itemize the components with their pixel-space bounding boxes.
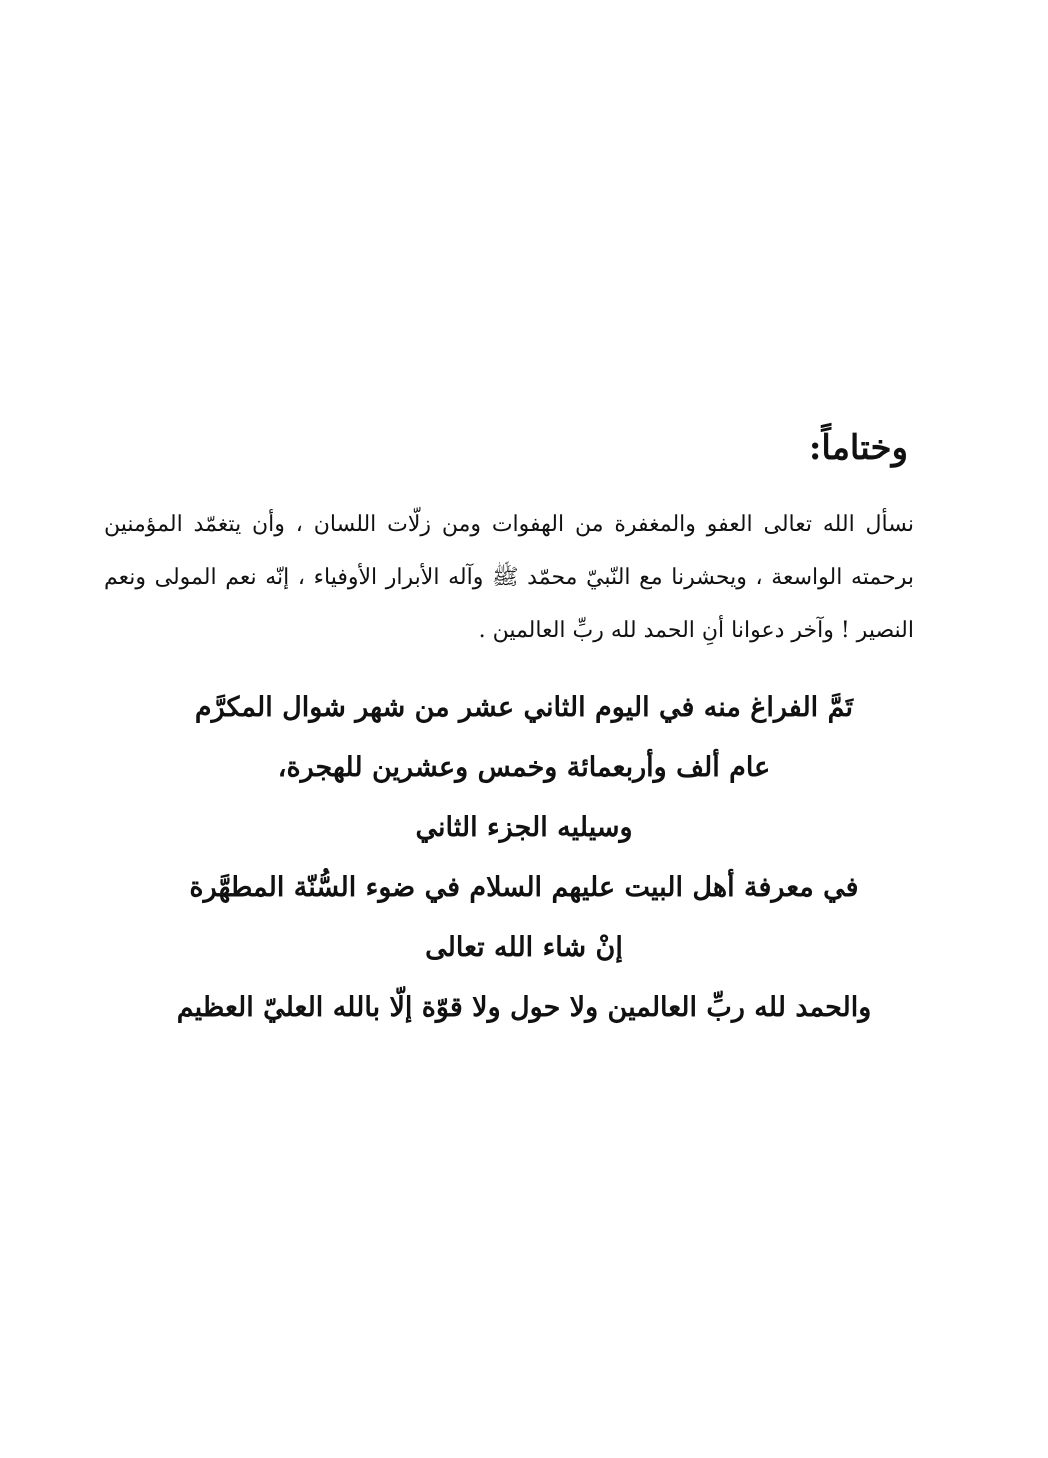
colophon-line-next-part-title: في معرفة أهل البيت عليهم السلام في ضوء السُّنّة المطهَّرة: [189, 872, 859, 903]
colophon-line-year: عام ألف وأربعمائة وخمس وعشرين للهجرة،: [277, 752, 771, 783]
section-heading: وختاماً:: [808, 428, 908, 468]
colophon-line-inshallah: إنْ شاء الله تعالى: [425, 932, 623, 963]
colophon-line-completion-date: تَمَّ الفراغ منه في اليوم الثاني عشر من شهر شوال المكرَّم: [194, 692, 854, 723]
closing-paragraph: نسأل الله تعالى العفو والمغفرة من الهفوات ومن زلّات اللسان ، وأن يتغمّد المؤمنين برحمته الواسعة ، ويحشرنا مع النّبيّ محمّد ﷺ وآله الأبرار الأوفياء ، إنّه نعم المولى ونعم النصير ! وآخر دعوانا أنِ الحمد لله ربِّ العالمين .: [104, 512, 914, 643]
colophon: [100, 678, 948, 1038]
colophon-line-praise: والحمد لله ربِّ العالمين ولا حول ولا قوّة إلّا بالله العليّ العظيم: [176, 992, 872, 1023]
colophon-line-next-part: وسيليه الجزء الثاني: [415, 812, 633, 843]
